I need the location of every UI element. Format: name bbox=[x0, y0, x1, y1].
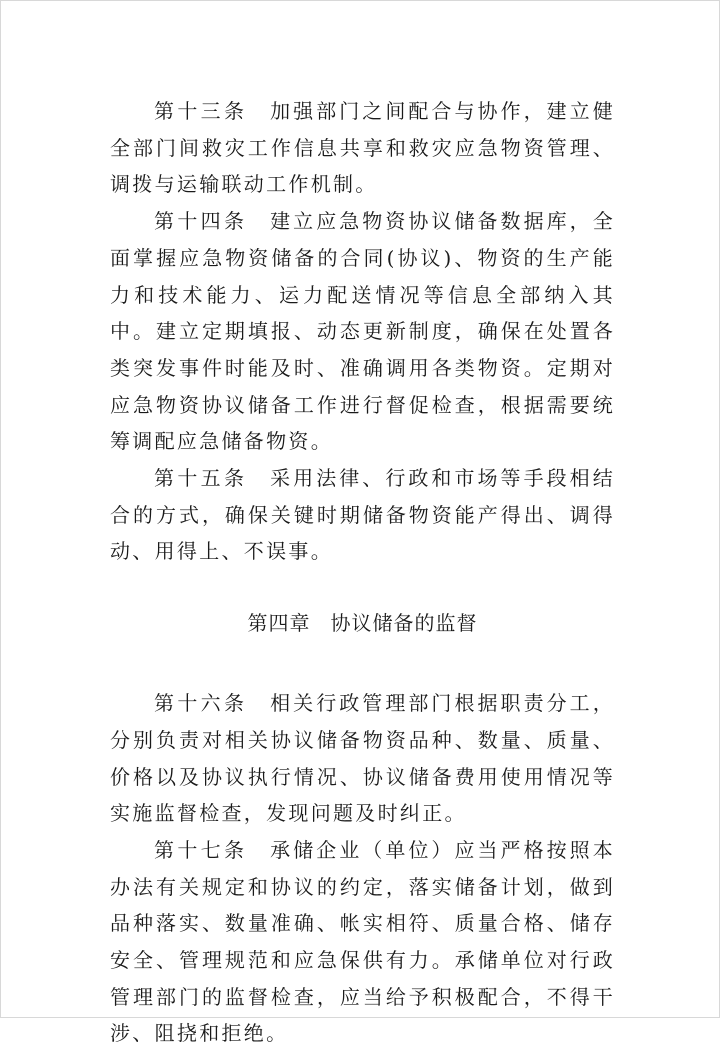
article-number: 第十五条 bbox=[154, 466, 248, 491]
article-number: 第十三条 bbox=[154, 99, 248, 123]
article-text: 建立应急物资协议储备数据库，全面掌握应急物资储备的合同(协议)、物资的生产能力和技术能力、运力配送情况等信息全部纳入其中。建立定期填报、动态更新制度，确保在处置各类突发事件时能及时、准确调用各类物资。定期对应急物资协议储备工作进行督促检查，根据需要统筹调配应急储备物资。 bbox=[110, 209, 616, 454]
article-17 bbox=[110, 832, 615, 1052]
article-text: 相关行政管理部门根据职责分工，分别负责对相关协议储备物资品种、数量、质量、价格以及协议执行情况、协议储备费用使用情况等实施监督检查，发现问题及时纠正。 bbox=[110, 691, 616, 826]
article-text: 加强部门之间配合与协作，建立健全部门间救灾工作信息共享和救灾应急物资管理、调拨与运输联动工作机制。 bbox=[110, 99, 616, 197]
chapter-heading bbox=[110, 605, 615, 641]
document-body bbox=[110, 93, 615, 1052]
article-16 bbox=[110, 685, 615, 832]
article-number: 第十七条 bbox=[154, 837, 248, 862]
chapter-title: 协议储备的监督 bbox=[330, 611, 478, 636]
article-14 bbox=[110, 203, 615, 460]
article-number: 第十四条 bbox=[154, 209, 248, 234]
article-text: 采用法律、行政和市场等手段相结合的方式，确保关键时期储备物资能产得出、调得动、用得上、不误事。 bbox=[110, 466, 616, 564]
article-13 bbox=[110, 93, 615, 203]
article-text: 承储企业（单位）应当严格按照本办法有关规定和协议的约定，落实储备计划，做到品种落实、数量准确、帐实相符、质量合格、储存安全、管理规范和应急保供有力。承储单位对行政管理部门的监督检查，应当给予积极配合，不得干涉、阻挠和拒绝。 bbox=[110, 837, 616, 1046]
article-15 bbox=[110, 460, 615, 570]
article-number: 第十六条 bbox=[154, 691, 248, 716]
chapter-number: 第四章 bbox=[247, 611, 311, 636]
